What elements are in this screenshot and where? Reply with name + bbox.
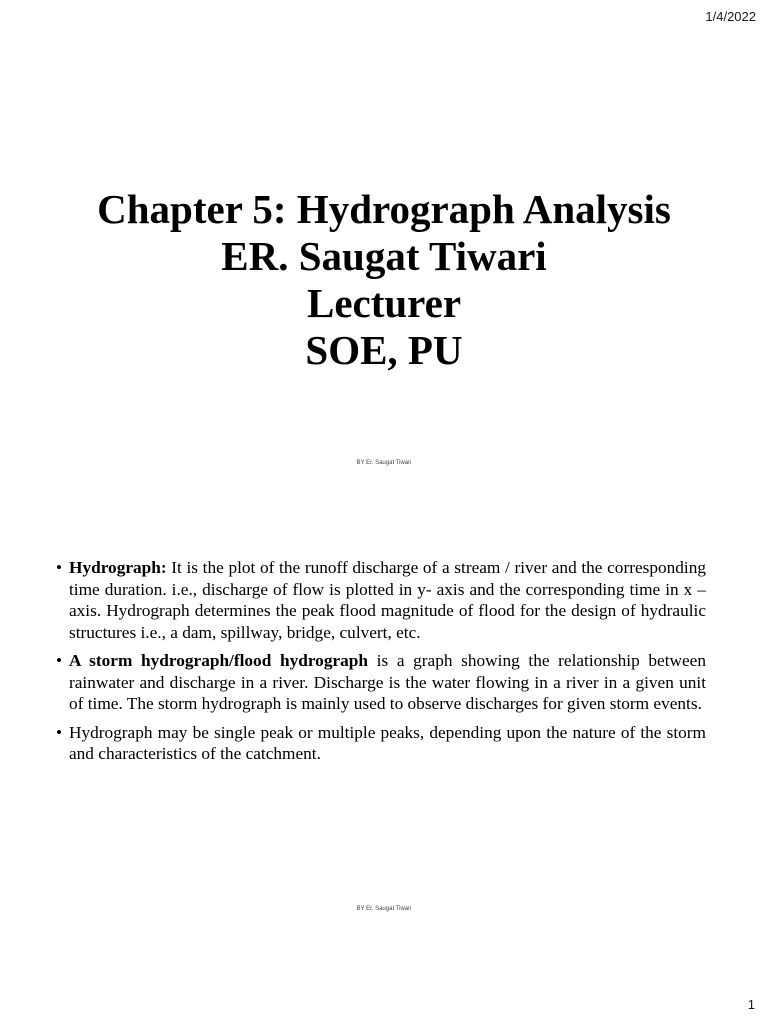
bullet-text: It is the plot of the runoff discharge of a stream / river and the corresponding time duration. i.e., discharge of flow is plotted in y- axis and the corresponding time in x – axis. Hydrograph determines the peak flood magnitude of flood for the design of hydraulic structures i.e., a dam, spillway, bridge, culvert, etc. bbox=[69, 558, 706, 642]
bullet-storm-hydrograph bbox=[56, 650, 706, 715]
chapter-title: Chapter 5: Hydrograph Analysis bbox=[97, 186, 671, 232]
bullet-list bbox=[56, 557, 706, 772]
slide-date: 1/4/2022 bbox=[705, 9, 756, 24]
institution: SOE, PU bbox=[305, 327, 463, 373]
bullet-term: A storm hydrograph/flood hydrograph bbox=[69, 651, 368, 670]
title-slide-footer: BY Er. Saugat Tiwari bbox=[356, 460, 412, 466]
bullet-marker: • bbox=[56, 722, 63, 742]
content-slide-footer: BY Er. Saugat Tiwari bbox=[356, 906, 412, 912]
page-number: 1 bbox=[747, 997, 755, 1012]
bullet-marker: • bbox=[56, 651, 63, 670]
bullet-text: is a graph showing the relationship between rainwater and discharge in a river. Discharge is the water flowing in a river in a given unit of time. The storm hydrograph is mainly used to observe discharges for given storm events. bbox=[69, 651, 706, 713]
bullet-peaks bbox=[56, 722, 706, 765]
bullet-term: Hydrograph: bbox=[69, 558, 167, 577]
bullet-marker: • bbox=[56, 558, 63, 577]
bullet-text: Hydrograph may be single peak or multiple peaks, depending upon the nature of the storm and characteristics of the catchment. bbox=[69, 722, 706, 763]
title-block bbox=[0, 186, 768, 374]
bullet-hydrograph bbox=[56, 557, 706, 643]
author-position: Lecturer bbox=[306, 280, 462, 326]
author-name: ER. Saugat Tiwari bbox=[221, 233, 547, 279]
